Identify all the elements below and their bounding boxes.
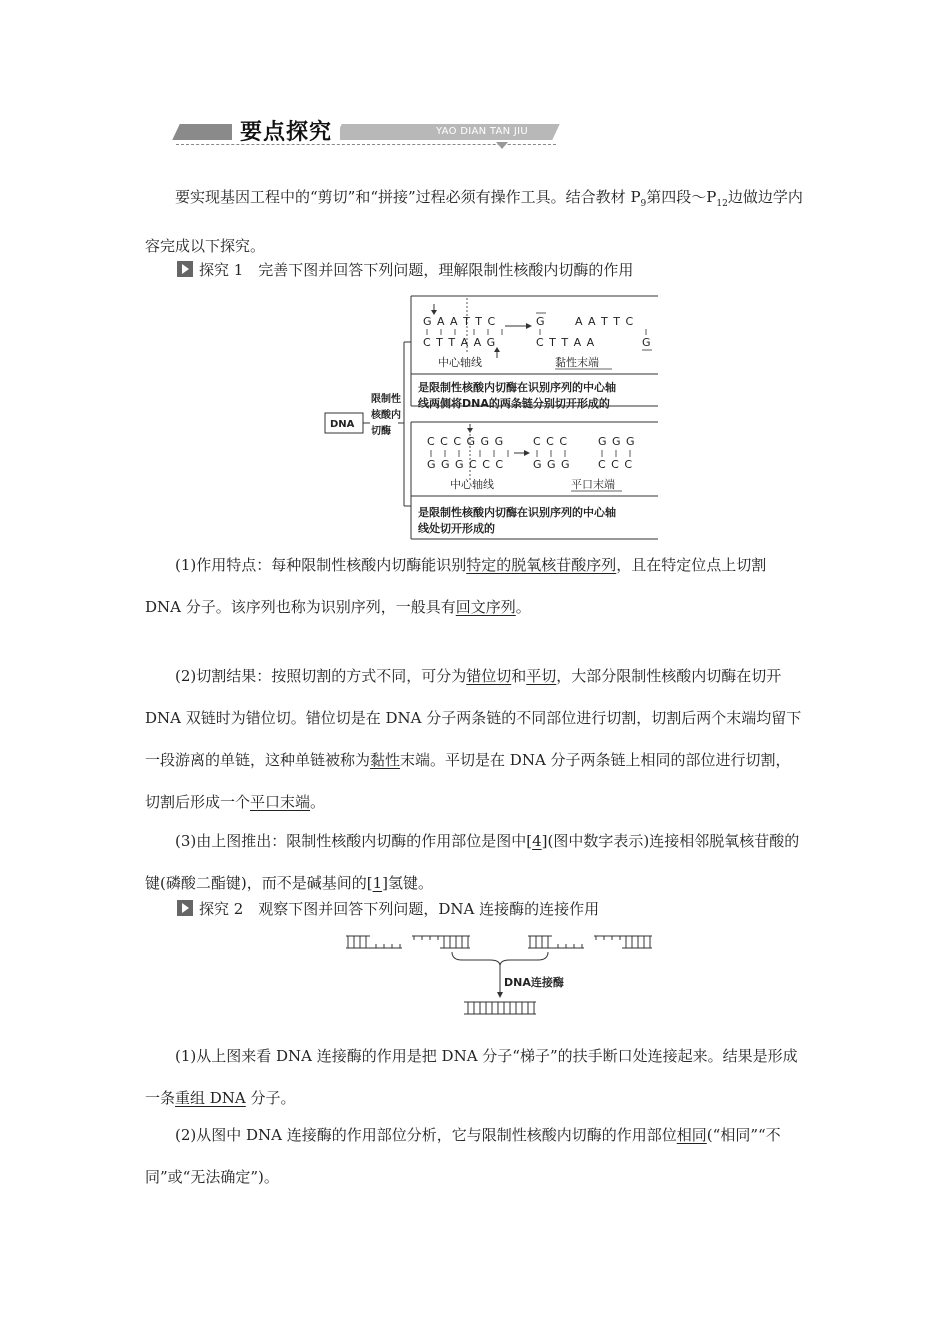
sticky-result-top-left: G xyxy=(536,315,545,328)
answer-blank: 4 xyxy=(532,832,542,850)
ligase-label: DNA连接酶 xyxy=(504,976,564,989)
blunt-res2-top: G G G xyxy=(598,435,636,448)
blunt-bottom-strand: G G G C C C xyxy=(427,458,505,471)
sticky-top-strand: G A A T T C xyxy=(423,315,497,328)
sticky-result-bottom-left: C T T A A xyxy=(536,336,596,349)
explore2-q1: (1)从上图来看 DNA 连接酶的作用是把 DNA 分子“梯子”的扶手断口处连接起来。结果是形成一条重组 DNA 分子。 xyxy=(145,1047,798,1107)
enzyme-label-3: 切酶 xyxy=(371,426,391,437)
blunt-res1-bottom: G G G xyxy=(533,458,571,471)
sticky-desc-line2: 线两侧将DNA的两条链分别切开形成的 xyxy=(418,397,610,410)
answer-blank: 重组 DNA xyxy=(175,1089,246,1107)
explore1-heading: 探究 1 完善下图并回答下列问题，理解限制性核酸内切酶的作用 xyxy=(177,259,633,281)
answer-blank: 平口末端 xyxy=(250,793,311,811)
sticky-center-label: 中心轴线 xyxy=(438,356,482,369)
answer-blank: 黏性 xyxy=(370,751,401,769)
banner-dark-stripe xyxy=(172,124,239,140)
section-title: 要点探究 xyxy=(232,120,340,146)
restriction-enzyme-diagram xyxy=(320,292,665,542)
sticky-desc-line1: 是限制性核酸内切酶在识别序列的中心轴 xyxy=(418,381,616,394)
answer-blank: 特定的脱氧核苷酸序列 xyxy=(466,556,617,574)
answer-blank: 平切 xyxy=(526,667,557,685)
answer-blank: 1 xyxy=(372,874,383,892)
dna-label: DNA xyxy=(330,419,355,430)
sticky-end-panel xyxy=(423,298,652,369)
sticky-bottom-strand: C T T A A G xyxy=(423,336,497,349)
enzyme-label-1: 限制性 xyxy=(371,394,401,405)
blunt-res1-top: C C C xyxy=(533,435,569,448)
answer-blank: 错位切 xyxy=(466,667,512,685)
banner-caret-icon xyxy=(496,142,508,149)
section-banner xyxy=(176,120,560,152)
section-subtitle: YAO DIAN TAN JIU xyxy=(436,126,529,137)
answer-blank: 回文序列 xyxy=(455,598,516,616)
blunt-top-strand: C C C G G G xyxy=(427,435,505,448)
answer-blank: 相同 xyxy=(676,1126,707,1144)
intro-paragraph: 要实现基因工程中的“剪切”和“拼接”过程必须有操作工具。结合教材 $P_9$第四段$\sim P_{12}$边做边学内容完成以下探究。 xyxy=(145,188,803,255)
sticky-end-label: 黏性末端 xyxy=(555,356,599,369)
blunt-center-label: 中心轴线 xyxy=(450,478,494,491)
blunt-desc-line1: 是限制性核酸内切酶在识别序列的中心轴 xyxy=(418,506,616,519)
blunt-desc-line2: 线处切开形成的 xyxy=(418,522,495,535)
explore1-q2: (2)切割结果：按照切割的方式不同，可分为错位切和平切，大部分限制性核酸内切酶在切开 DNA 双链时为错位切。错位切是在 DNA 分子两条链的不同部位进行切割，切割后两个末端均留下一段游离的单链，这种单链被称为黏性末端。平切是在 DNA 分子两条链上相同的部位进行切割，切割后形成一个平口末端。 xyxy=(145,667,802,811)
enzyme-label-2: 核酸内 xyxy=(371,410,401,421)
explore2-heading: 探究 2 观察下图并回答下列问题，DNA 连接酶的连接作用 xyxy=(177,898,599,920)
explore2-q2: (2)从图中 DNA 连接酶的作用部位分析，它与限制性核酸内切酶的作用部位相同(“相同”“不同”或“无法确定”)。 xyxy=(145,1126,781,1186)
blunt-end-panel xyxy=(427,424,636,491)
blunt-end-label: 平口末端 xyxy=(571,478,615,491)
explore1-q1: (1)作用特点：每种限制性核酸内切酶能识别特定的脱氧核苷酸序列，且在特定位点上切割 DNA 分子。该序列也称为识别序列，一般具有回文序列。 xyxy=(145,556,767,616)
play-triangle-icon xyxy=(177,261,193,277)
play-triangle-icon xyxy=(177,900,193,916)
sticky-result-top-right: A A T T C xyxy=(575,315,635,328)
explore1-q3: (3)由上图推出：限制性核酸内切酶的作用部位是图中[4](图中数字表示)连接相邻脱氧核苷酸的键(磷酸二酯键)，而不是碱基间的[1]氢键。 xyxy=(145,832,800,892)
blunt-res2-bottom: C C C xyxy=(598,458,634,471)
ligase-diagram xyxy=(340,928,660,1020)
sticky-result-bottom-right: G xyxy=(642,336,651,349)
